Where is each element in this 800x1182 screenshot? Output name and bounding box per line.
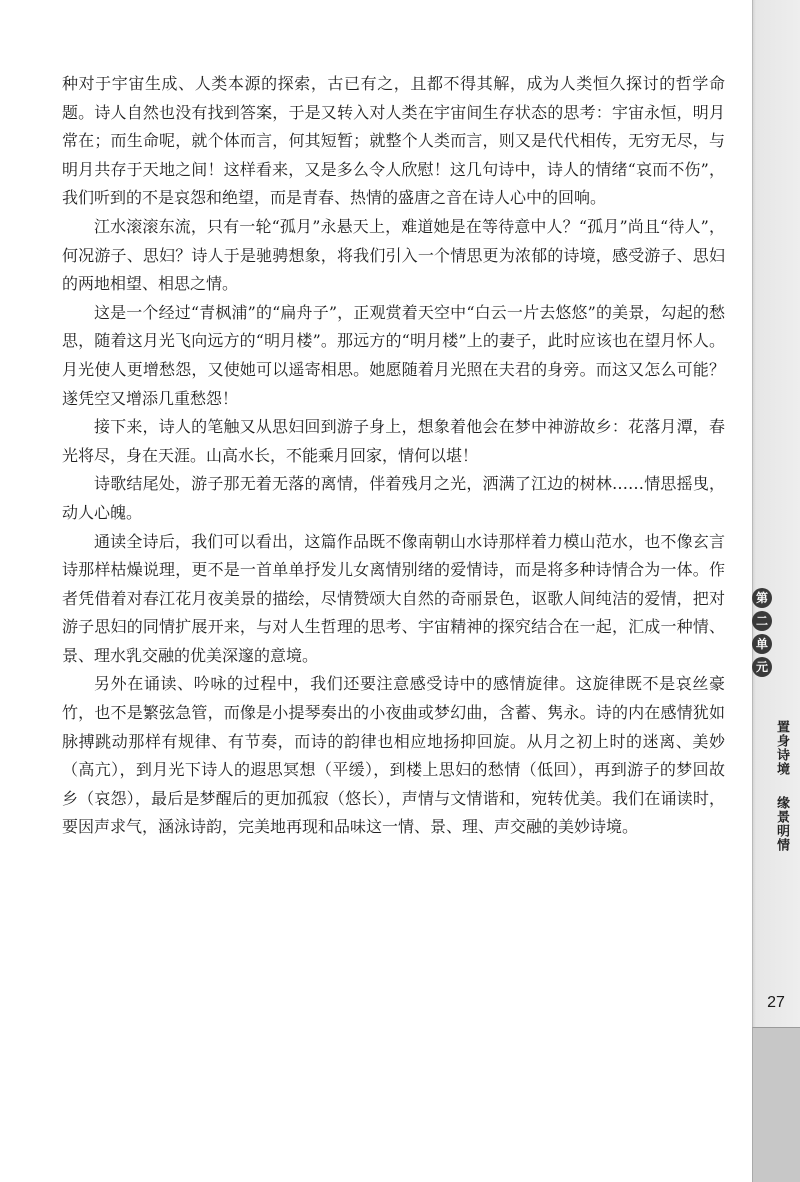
paragraph-3: 这是一个经过“青枫浦”的“扁舟子”，正观赏着天空中“白云一片去悠悠”的美景，勾起的愁思，随着这月光飞向远方的“明月楼”。那远方的“明月楼”上的妻子，此时应该也在望月怀人。月光使人更增愁怨，又使她可以遥寄相思。她愿随着月光照在夫君的身旁。而这又怎么可能？遂凭空又增添几重愁怨！ [62,302,725,408]
body-text [62,70,725,842]
unit-tab [751,588,773,677]
unit-char-3: 单 [752,634,772,654]
page-number: 27 [767,994,785,1011]
unit-char-4: 元 [752,657,772,677]
side-margin-lower-block [752,1027,800,1182]
unit-theme-line-1: 置身诗境 [774,720,789,776]
unit-theme-line-2: 缘景明情 [774,796,789,852]
paragraph-2: 江水滚滚东流，只有一轮“孤月”永悬天上，难道她是在等待意中人？“孤月”尚且“待人”，何况游子、思妇？诗人于是驰骋想象，将我们引入一个情思更为浓郁的诗境，感受游子、思妇的两地相望、相思之情。 [62,216,725,294]
paragraph-4: 接下来，诗人的笔触又从思妇回到游子身上，想象着他会在梦中神游故乡：花落月潭，春光将尽，身在天涯。山高水长，不能乘月回家，情何以堪！ [62,417,725,465]
paragraph-6: 通读全诗后，我们可以看出，这篇作品既不像南朝山水诗那样着力模山范水，也不像玄言诗那样枯燥说理，更不是一首单单抒发儿女离情别绪的爱情诗，而是将多种诗情合为一体。作者凭借着对春江花月夜美景的描绘，尽情赞颂大自然的奇丽景色，讴歌人间纯洁的爱情，把对游子思妇的同情扩展开来，与对人生哲理的思考、宇宙精神的探究结合在一起，汇成一种情、景、理水乳交融的优美深邃的意境。 [62,531,725,665]
paragraph-1: 种对于宇宙生成、人类本源的探索，古已有之，且都不得其解，成为人类恒久探讨的哲学命题。诗人自然也没有找到答案，于是又转入对人类在宇宙间生存状态的思考：宇宙永恒，明月常在；而生命呢，就个体而言，何其短暂；就整个人类而言，则又是代代相传，无穷无尽，与明月共存于天地之间！这样看来，又是多么令人欣慰！这几句诗中，诗人的情绪“哀而不伤”，我们听到的不是哀怨和绝望，而是青春、热情的盛唐之音在诗人心中的回响。 [62,74,725,208]
paragraph-7: 另外在诵读、吟咏的过程中，我们还要注意感受诗中的感情旋律。这旋律既不是哀丝豪竹，也不是繁弦急管，而像是小提琴奏出的小夜曲或梦幻曲，含蓄、隽永。诗的内在感情犹如脉搏跳动那样有规律、有节奏，而诗的韵律也相应地扬抑回旋。从月之初上时的迷离、美妙（高亢），到月光下诗人的遐思冥想（平缓），到楼上思妇的愁情（低回），再到游子的梦回故乡（哀怨），最后是梦醒后的更加孤寂（悠长），声情与文情谐和，宛转优美。我们在诵读时，要因声求气，涵泳诗韵，完美地再现和品味这一情、景、理、声交融的美妙诗境。 [62,674,725,837]
paragraph-5: 诗歌结尾处，游子那无着无落的离情，伴着残月之光，洒满了江边的树林……情思摇曳，动人心魄。 [62,474,725,522]
unit-char-1: 第 [752,588,772,608]
unit-char-2: 二 [752,611,772,631]
